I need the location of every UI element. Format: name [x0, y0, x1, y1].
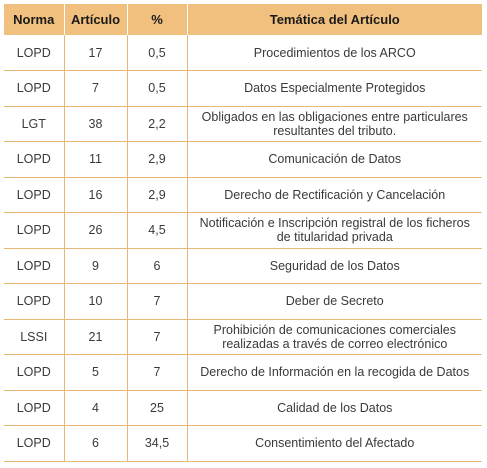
cell-percent: 2,2: [127, 106, 187, 142]
cell-norma: LOPD: [4, 177, 64, 213]
cell-tematica: Deber de Secreto: [187, 284, 482, 320]
table-row: [4, 213, 482, 249]
cell-articulo: 10: [64, 284, 127, 320]
cell-articulo: 6: [64, 426, 127, 462]
table-header: [4, 4, 482, 35]
table-row: [4, 71, 482, 107]
cell-articulo: 7: [64, 71, 127, 107]
cell-articulo: 5: [64, 355, 127, 391]
table-row: [4, 35, 482, 71]
cell-norma: LOPD: [4, 35, 64, 71]
table-row: [4, 426, 482, 462]
cell-percent: 4,5: [127, 213, 187, 249]
cell-tematica: Seguridad de los Datos: [187, 248, 482, 284]
cell-tematica: Prohibición de comunicaciones comerciales realizadas a través de correo electrónico: [187, 319, 482, 355]
cell-articulo: 9: [64, 248, 127, 284]
table-row: [4, 390, 482, 426]
cell-norma: LOPD: [4, 142, 64, 178]
articles-table: [4, 4, 482, 462]
table-row: [4, 355, 482, 391]
header-norma: Norma: [4, 4, 64, 35]
cell-tematica: Derecho de Rectificación y Cancelación: [187, 177, 482, 213]
cell-articulo: 4: [64, 390, 127, 426]
cell-norma: LOPD: [4, 213, 64, 249]
cell-norma: LOPD: [4, 248, 64, 284]
cell-percent: 2,9: [127, 142, 187, 178]
table-body: [4, 35, 482, 461]
table-row: [4, 177, 482, 213]
cell-percent: 25: [127, 390, 187, 426]
cell-tematica: Procedimientos de los ARCO: [187, 35, 482, 71]
header-row: [4, 4, 482, 35]
cell-norma: LOPD: [4, 71, 64, 107]
cell-percent: 7: [127, 284, 187, 320]
cell-norma: LOPD: [4, 390, 64, 426]
cell-norma: LSSI: [4, 319, 64, 355]
cell-norma: LOPD: [4, 355, 64, 391]
header-tematica: Temática del Artículo: [187, 4, 482, 35]
table-row: [4, 248, 482, 284]
cell-tematica: Consentimiento del Afectado: [187, 426, 482, 462]
articles-table-container: [4, 4, 482, 462]
cell-tematica: Comunicación de Datos: [187, 142, 482, 178]
cell-tematica: Notificación e Inscripción registral de los ficheros de titularidad privada: [187, 213, 482, 249]
cell-percent: 7: [127, 355, 187, 391]
table-row: [4, 106, 482, 142]
cell-articulo: 26: [64, 213, 127, 249]
cell-articulo: 38: [64, 106, 127, 142]
cell-articulo: 21: [64, 319, 127, 355]
cell-percent: 34,5: [127, 426, 187, 462]
table-row: [4, 142, 482, 178]
header-articulo: Artículo: [64, 4, 127, 35]
cell-percent: 0,5: [127, 71, 187, 107]
cell-percent: 7: [127, 319, 187, 355]
cell-percent: 6: [127, 248, 187, 284]
table-row: [4, 284, 482, 320]
cell-tematica: Obligados en las obligaciones entre particulares resultantes del tributo.: [187, 106, 482, 142]
cell-tematica: Calidad de los Datos: [187, 390, 482, 426]
cell-articulo: 11: [64, 142, 127, 178]
cell-tematica: Derecho de Información en la recogida de Datos: [187, 355, 482, 391]
cell-norma: LOPD: [4, 426, 64, 462]
cell-articulo: 16: [64, 177, 127, 213]
cell-norma: LOPD: [4, 284, 64, 320]
cell-percent: 0,5: [127, 35, 187, 71]
cell-percent: 2,9: [127, 177, 187, 213]
cell-tematica: Datos Especialmente Protegidos: [187, 71, 482, 107]
cell-norma: LGT: [4, 106, 64, 142]
header-percent: %: [127, 4, 187, 35]
cell-articulo: 17: [64, 35, 127, 71]
table-row: [4, 319, 482, 355]
